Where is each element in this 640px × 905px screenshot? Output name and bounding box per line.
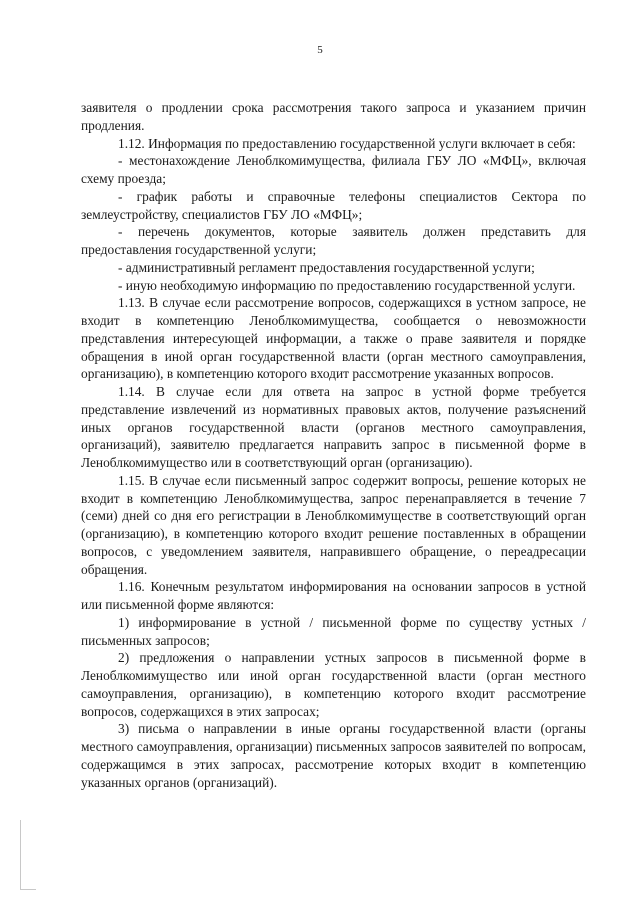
document-body [81,99,586,791]
result-item-2: 2) предложения о направлении устных запросов в письменной форме в Леноблкомимущество или иной орган государственной власти (орган местного самоуправления, организацию), в компетенцию которого входит рассмотрение вопросов, содержащихся в этих запросах; [81,650,586,719]
scan-edge-mark-bottom [20,889,36,890]
scan-edge-mark [20,820,21,890]
result-item-3: 3) письма о направлении в иные органы государственной власти (органы местного самоуправления, организации) письменных запросов заявителей по вопросам, содержащимся в этих запросах, рассмотрение которых входит в компетенцию указанных органов (организаций). [81,721,586,790]
list-item-schedule: - график работы и справочные телефоны специалистов Сектора по землеустройству, специалистов ГБУ ЛО «МФЦ»; [81,188,586,222]
paragraph-1-14: 1.14. В случае если для ответа на запрос в устной форме требуется представление извлечений из нормативных правовых актов, получение разъяснений иных органов государственной власти (органов местного самоуправления, организаций), заявителю предлагается направить запрос в письменной форме в Леноблкомимущество или в соответствующий орган (организацию). [81,384,586,470]
paragraph-1-15: 1.15. В случае если письменный запрос содержит вопросы, решение которых не входит в компетенцию Леноблкомимущества, запрос перенаправляется в течение 7 (семи) дней со дня его регистрации в Леноблкомимуществе в соответствующий орган (организацию), в компетенцию которого входит решение поставленных в обращении вопросов, с уведомлением заявителя, направившего обращение, о переадресации обращения. [81,472,586,577]
paragraph-1-12: 1.12. Информация по предоставлению государственной услуги включает в себя: [118,135,576,151]
paragraph-continuation: заявителя о продлении срока рассмотрения такого запроса и указанием причин продления. [81,100,586,133]
paragraph-1-16: 1.16. Конечным результатом информирования на основании запросов в устной или письменной форме являются: [81,579,586,612]
paragraph-1-13: 1.13. В случае если рассмотрение вопросов, содержащихся в устном запросе, не входит в компетенцию Леноблкомимущества, сообщается о невозможности представления интересующей информации, а также о праве заявителя и порядке обращения в иной орган государственной власти (орган местного самоуправления, организацию), в компетенцию которого входит рассмотрение указанных вопросов. [81,295,586,382]
result-item-1: 1) информирование в устной / письменной форме по существу устных / письменных запросов; [81,614,586,648]
list-item-location: - местонахождение Леноблкомимущества, филиала ГБУ ЛО «МФЦ», включая схему проезда; [81,153,586,186]
list-item-documents: - перечень документов, которые заявитель должен представить для предоставления государственной услуги; [81,224,586,257]
page-number: 5 [317,44,323,56]
list-item-other-info: - иную необходимую информацию по предоставлению государственной услуги. [118,277,576,293]
list-item-regulation: - административный регламент предоставления государственной услуги; [118,259,535,275]
